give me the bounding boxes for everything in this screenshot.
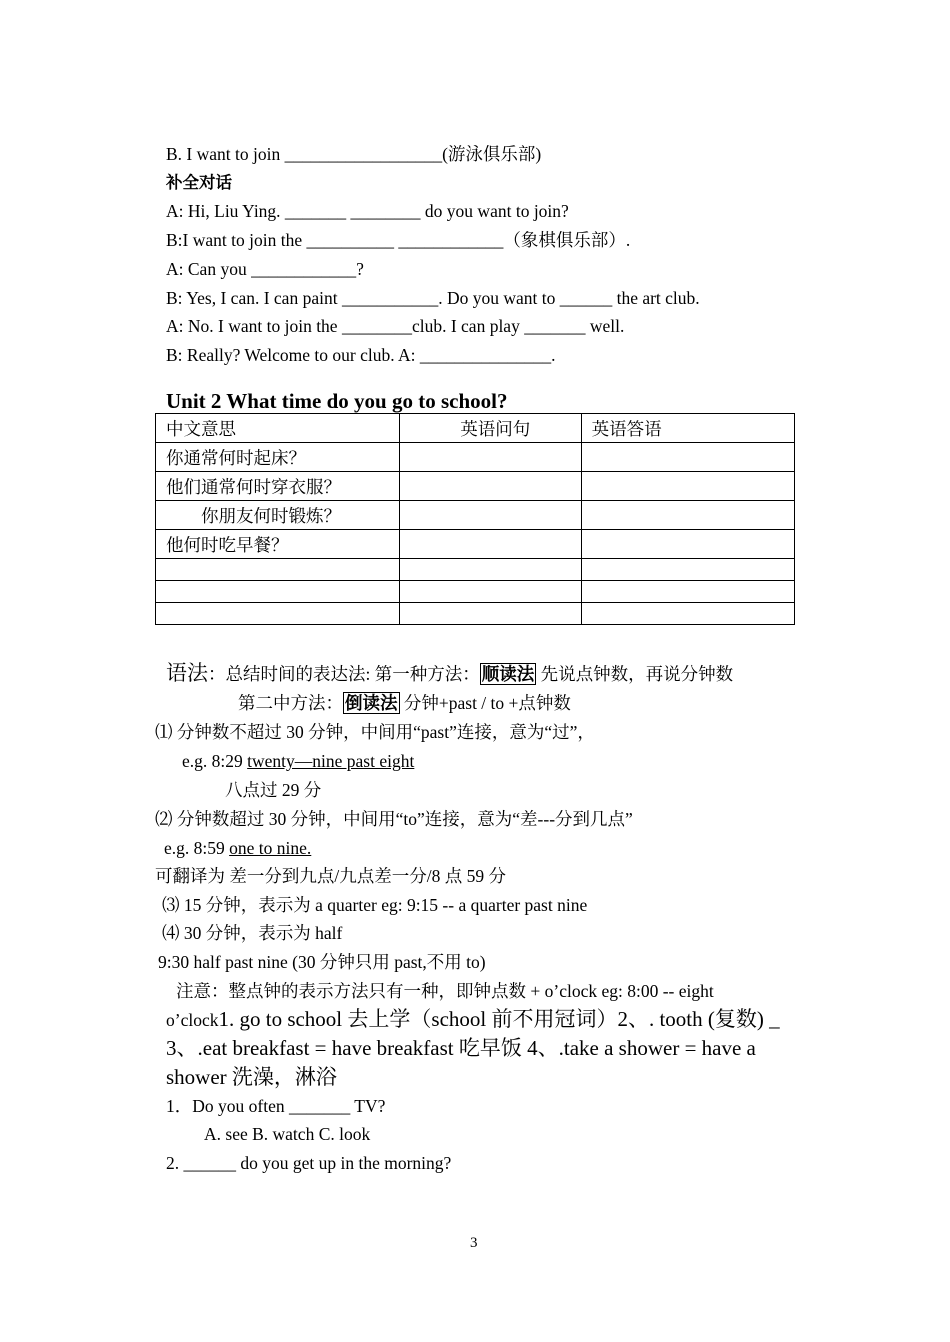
table-cell: 他们通常何时穿衣服？ bbox=[156, 472, 400, 501]
method2-desc: 分钟+past / to +点钟数 bbox=[399, 693, 571, 713]
example-2-answer: one to nine. bbox=[229, 838, 312, 858]
note-continuation: o’clock bbox=[166, 1010, 219, 1030]
question-1: 1．Do you often _______ TV? bbox=[166, 1096, 386, 1116]
question-2: 2. ______ do you get up in the morning? bbox=[166, 1153, 452, 1173]
translate-note: 可翻译为 差一分到九点/九点差一分/8 点 59 分 bbox=[155, 866, 506, 886]
table-cell bbox=[581, 472, 794, 501]
rule-4: ⑷ 30 分钟，表示为 half bbox=[162, 923, 343, 943]
table-cell bbox=[581, 530, 794, 559]
table-cell bbox=[581, 501, 794, 530]
table-header-row bbox=[156, 414, 795, 443]
method1-desc: 先说点钟数，再说分钟数 bbox=[536, 664, 734, 684]
table-header-cell: 英语问句 bbox=[399, 414, 581, 443]
table-row bbox=[156, 530, 795, 559]
table-row bbox=[156, 472, 795, 501]
dialogue-line: A: Hi, Liu Ying. _______ ________ do you want to join? bbox=[166, 201, 569, 221]
rule-2: ⑵ 分钟数超过 30 分钟，中间用“to”连接，意为“差---分到几点” bbox=[155, 809, 633, 829]
page-number: 3 bbox=[470, 1235, 478, 1251]
table-cell bbox=[399, 443, 581, 472]
rule-3: ⑶ 15 分钟，表示为 a quarter eg: 9:15 -- a quarter past nine bbox=[162, 895, 588, 915]
example-1-cn: 八点过 29 分 bbox=[225, 780, 322, 800]
table-row bbox=[156, 559, 795, 581]
table-row bbox=[156, 603, 795, 625]
dialogue-line: B:I want to join the __________ ____________（象棋俱乐部）. bbox=[166, 230, 631, 250]
phrases-line-3: shower 洗澡，淋浴 bbox=[166, 1065, 337, 1089]
dialogue-heading: 补全对话 bbox=[166, 173, 232, 192]
method2-box: 倒读法 bbox=[345, 693, 398, 713]
table-header-cell: 中文意思 bbox=[156, 414, 400, 443]
table-cell bbox=[581, 581, 794, 603]
table-cell bbox=[581, 603, 794, 625]
question-1-options: A. see B. watch C. look bbox=[204, 1124, 371, 1144]
table-cell bbox=[399, 581, 581, 603]
example-1-answer: twenty—nine past eight bbox=[247, 751, 415, 771]
example-1 bbox=[182, 750, 414, 772]
dialogue-line: B: Really? Welcome to our club. A: _______________. bbox=[166, 345, 556, 365]
table-cell: 他何时吃早餐？ bbox=[156, 530, 400, 559]
example-2 bbox=[164, 837, 311, 859]
table-cell bbox=[399, 530, 581, 559]
unit-title: Unit 2 What time do you go to school? bbox=[166, 389, 508, 413]
table-cell bbox=[581, 443, 794, 472]
grammar-intro: ：总结时间的表达法: 第一种方法： bbox=[208, 664, 480, 684]
table-row bbox=[156, 581, 795, 603]
table-cell bbox=[399, 472, 581, 501]
table-cell bbox=[399, 559, 581, 581]
grammar-method2-line bbox=[238, 692, 571, 714]
table-cell bbox=[156, 581, 400, 603]
phrases-line-2: 3、.eat breakfast = have breakfast 吃早饭 4、.take a shower = have a bbox=[166, 1036, 756, 1060]
table-cell bbox=[399, 603, 581, 625]
table-row bbox=[156, 443, 795, 472]
example-4: 9:30 half past nine (30 分钟只用 past,不用 to) bbox=[158, 952, 486, 972]
example-1-prefix: e.g. 8:29 bbox=[182, 751, 248, 771]
note-line: 注意：整点钟的表示方法只有一种，即钟点数 + o’clock eg: 8:00 -- eight bbox=[176, 981, 714, 1001]
table-cell bbox=[156, 603, 400, 625]
example-2-prefix: e.g. 8:59 bbox=[164, 838, 230, 858]
table-cell bbox=[156, 559, 400, 581]
rule-1: ⑴ 分钟数不超过 30 分钟，中间用“past”连接，意为“过”， bbox=[155, 722, 595, 742]
table-cell: 你朋友何时锻炼？ bbox=[156, 501, 400, 530]
table-cell bbox=[399, 501, 581, 530]
table-header-cell: 英语答语 bbox=[581, 414, 794, 443]
grammar-method1-line bbox=[166, 662, 733, 685]
translation-table bbox=[155, 413, 795, 625]
table-cell: 你通常何时起床？ bbox=[156, 443, 400, 472]
dialogue-line: B: Yes, I can. I can paint ___________. Do you want to ______ the art club. bbox=[166, 288, 700, 308]
table-row bbox=[156, 501, 795, 530]
dialogue-line: A: Can you ____________? bbox=[166, 259, 364, 279]
method2-prefix: 第二中方法： bbox=[238, 693, 343, 713]
dialogue-line: A: No. I want to join the ________club. I can play _______ well. bbox=[166, 316, 625, 336]
method1-box: 顺读法 bbox=[481, 664, 535, 684]
club-fill-line: B. I want to join __________________(游泳俱乐部) bbox=[166, 144, 542, 164]
grammar-label: 语法 bbox=[166, 661, 208, 685]
table-cell bbox=[581, 559, 794, 581]
phrases-text: 1. go to school 去上学（school 前不用冠词）2、. tooth (复数) _ bbox=[218, 1007, 780, 1031]
phrases-line-1 bbox=[166, 1008, 780, 1031]
